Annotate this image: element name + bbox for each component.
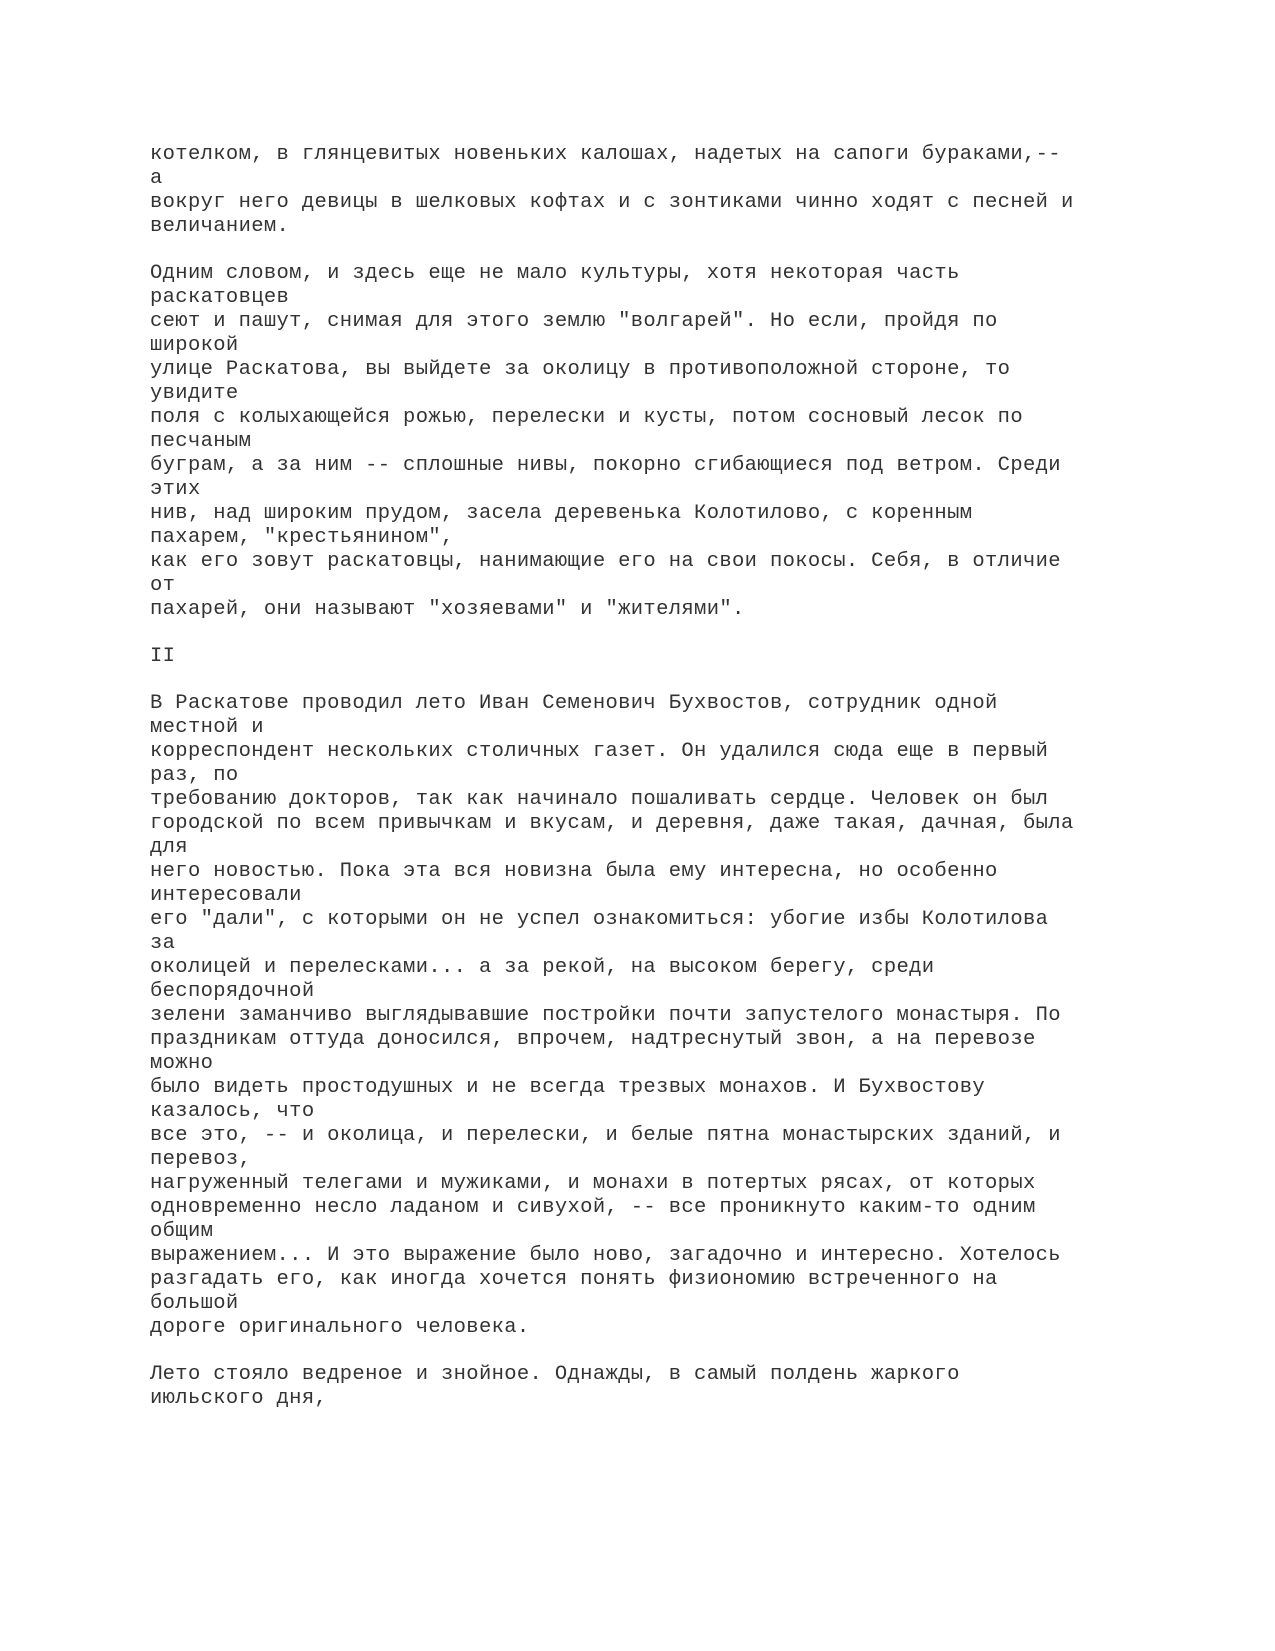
text-line: песчаным (150, 430, 252, 453)
text-line: разгадать его, как иногда хочется понять физиономию встреченного на (150, 1268, 998, 1291)
text-line: было видеть простодушных и не всегда трезвых монахов. И Бухвостову (150, 1076, 986, 1099)
text-line: праздникам оттуда доносился, впрочем, надтреснутый звон, а на перевозе (150, 1028, 1036, 1051)
document-page (150, 143, 1250, 1434)
paragraph (150, 1363, 1250, 1411)
text-line: сеют и пашут, снимая для этого землю "волгарей". Но если, пройдя по (150, 310, 998, 333)
text-line: вокруг него девицы в шелковых кофтах и с зонтиками чинно ходят с песней и (150, 191, 1074, 214)
text-line: интересовали (150, 884, 302, 907)
text-line: раскатовцев (150, 286, 290, 309)
text-line: можно (150, 1052, 214, 1075)
text-line: одновременно несло ладаном и сивухой, -- все проникнуто каким-то одним (150, 1196, 1036, 1219)
text-line: широкой (150, 334, 239, 357)
text-line: все это, -- и околица, и перелески, и белые пятна монастырских зданий, и (150, 1124, 1061, 1147)
text-line: беспорядочной (150, 980, 315, 1003)
text-line: пахарем, "крестьянином", (150, 526, 454, 549)
text-line: большой (150, 1292, 239, 1315)
text-line: поля с колыхающейся рожью, перелески и кусты, потом сосновый лесок по (150, 406, 1023, 429)
text-line: величанием. (150, 215, 290, 238)
text-line: выражением... И это выражение было ново, загадочно и интересно. Хотелось (150, 1244, 1061, 1267)
text-line: а (150, 167, 163, 190)
paragraph (150, 692, 1250, 1340)
text-line: зелени заманчиво выглядывавшие постройки почти запустелого монастыря. По (150, 1004, 1061, 1027)
text-line: него новостью. Пока эта вся новизна была ему интересна, но особенно (150, 860, 998, 883)
text-line: городской по всем привычкам и вкусам, и деревня, даже такая, дачная, была (150, 812, 1074, 835)
text-line: этих (150, 478, 201, 501)
text-line: буграм, а за ним -- сплошные нивы, покорно сгибающиеся под ветром. Среди (150, 454, 1061, 477)
text-line: пахарей, они называют "хозяевами" и "жителями". (150, 598, 745, 621)
text-line: В Раскатове проводил лето Иван Семенович Бухвостов, сотрудник одной (150, 692, 998, 715)
text-line: местной и (150, 716, 264, 739)
text-line: раз, по (150, 764, 239, 787)
text-line: корреспондент нескольких столичных газет. Он удалился сюда еще в первый (150, 740, 1049, 763)
text-line: казалось, что (150, 1100, 315, 1123)
text-line: за (150, 932, 176, 955)
text-line: Одним словом, и здесь еще не мало культуры, хотя некоторая часть (150, 262, 960, 285)
text-line: его "дали", с которыми он не успел ознакомиться: убогие избы Колотилова (150, 908, 1049, 931)
text-line: улице Раскатова, вы выйдете за околицу в противоположной стороне, то (150, 358, 1011, 381)
text-line: от (150, 574, 176, 597)
text-line: нагруженный телегами и мужиками, и монахи в потертых рясах, от которых (150, 1172, 1036, 1195)
text-line: для (150, 836, 188, 859)
text-line: как его зовут раскатовцы, нанимающие его на свои покосы. Себя, в отличие (150, 550, 1061, 573)
text-line: общим (150, 1220, 214, 1243)
paragraph (150, 262, 1250, 622)
chapter-heading (150, 645, 1250, 669)
text-line: котелком, в глянцевитых новеньких калошах, надетых на сапоги бураками,-- (150, 143, 1061, 166)
text-line: увидите (150, 382, 239, 405)
text-line: перевоз, (150, 1148, 252, 1171)
text-line: околицей и перелесками... а за рекой, на высоком берегу, среди (150, 956, 935, 979)
text-line: нив, над широким прудом, засела деревенька Колотилово, с коренным (150, 502, 973, 525)
paragraph (150, 143, 1250, 239)
text-line: Лето стояло ведреное и знойное. Однажды, в самый полдень жаркого (150, 1363, 960, 1386)
chapter-number: II (150, 645, 176, 668)
text-line: дороге оригинального человека. (150, 1316, 530, 1339)
text-line: июльского дня, (150, 1387, 328, 1410)
text-line: требованию докторов, так как начинало пошаливать сердце. Человек он был (150, 788, 1049, 811)
